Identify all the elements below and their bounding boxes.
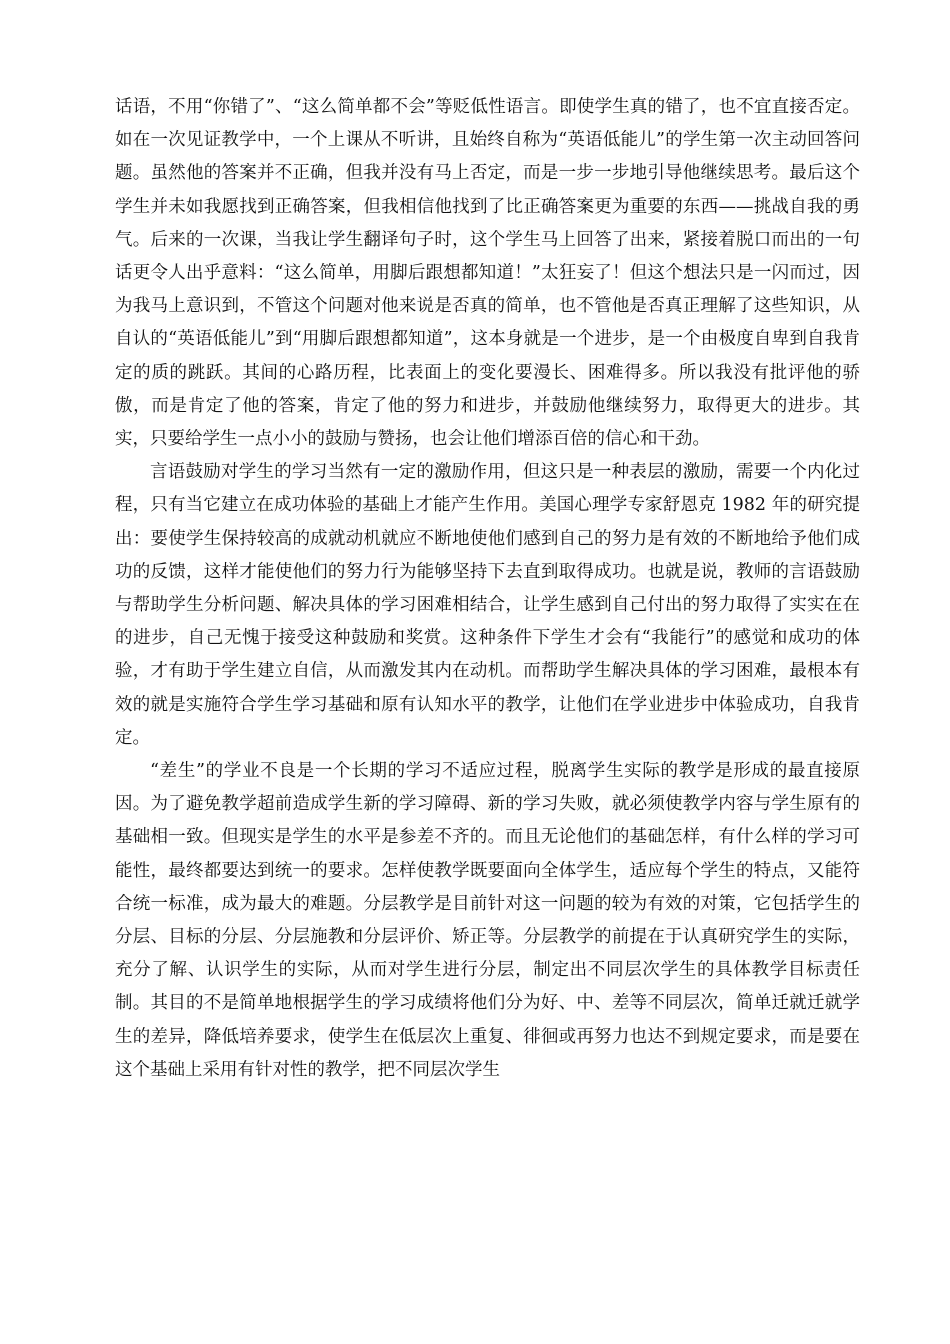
document-body bbox=[115, 91, 860, 1087]
paragraph-continued: 话语，不用“你错了”、“这么简单都不会”等贬低性语言。即使学生真的错了，也不宜直接否定。如在一次见证教学中，一个上课从不听讲，且始终自称为“英语低能儿”的学生第一次主动回答问题。虽然他的答案并不正确，但我并没有马上否定，而是一步一步地引导他继续思考。最后这个学生并未如我愿找到正确答案，但我相信他找到了比正确答案更为重要的东西——挑战自我的勇气。后来的一次课，当我让学生翻译句子时，这个学生马上回答了出来，紧接着脱口而出的一句话更令人出乎意料：“这么简单，用脚后跟想都知道！”太狂妄了！但这个想法只是一闪而过，因为我马上意识到，不管这个问题对他来说是否真的简单，也不管他是否真正理解了这些知识，从自认的“英语低能儿”到“用脚后跟想都知道”，这本身就是一个进步，是一个由极度自卑到自我肯定的质的跳跃。其间的心路历程，比表面上的变化要漫长、困难得多。所以我没有批评他的骄傲，而是肯定了他的答案，肯定了他的努力和进步，并鼓励他继续努力，取得更大的进步。其实，只要给学生一点小小的鼓励与赞扬，也会让他们增添百倍的信心和干劲。 bbox=[115, 97, 860, 450]
paragraph-verbal-encouragement: 言语鼓励对学生的学习当然有一定的激励作用，但这只是一种表层的激励，需要一个内化过程，只有当它建立在成功体验的基础上才能产生作用。美国心理学专家舒恩克 1982 年的研究提出：要使学生保持较高的成就动机就应不断地使他们感到自己的努力是有效的不断地给予他们成功的反馈，这样才能使他们的努力行为能够坚持下去直到取得成功。也就是说，教师的言语鼓励与帮助学生分析问题、解决具体的学习困难相结合，让学生感到自己付出的努力取得了实实在在的进步，自己无愧于接受这种鼓励和奖赏。这种条件下学生才会有“我能行”的感觉和成功的体验，才有助于学生建立自信，从而激发其内在动机。而帮助学生解决具体的学习困难，最根本有效的就是实施符合学生学习基础和原有认知水平的教学，让他们在学业进步中体验成功，自我肯定。 bbox=[115, 462, 860, 748]
paragraph-layered-teaching: “差生”的学业不良是一个长期的学习不适应过程，脱离学生实际的教学是形成的最直接原因。为了避免教学超前造成学生新的学习障碍、新的学习失败，就必须使教学内容与学生原有的基础相一致。但现实是学生的水平是参差不齐的。而且无论他们的基础怎样，有什么样的学习可能性，最终都要达到统一的要求。怎样使教学既要面向全体学生，适应每个学生的特点，又能符合统一标准，成为最大的难题。分层教学是目前针对这一问题的较为有效的对策，它包括学生的分层、目标的分层、分层施教和分层评价、矫正等。分层教学的前提在于认真研究学生的实际，充分了解、认识学生的实际，从而对学生进行分层，制定出不同层次学生的具体教学目标责任制。其目的不是简单地根据学生的学习成绩将他们分为好、中、差等不同层次，简单迁就迁就学生的差异，降低培养要求，使学生在低层次上重复、徘徊或再努力也达不到规定要求，而是要在这个基础上采用有针对性的教学，把不同层次学生 bbox=[115, 761, 860, 1080]
